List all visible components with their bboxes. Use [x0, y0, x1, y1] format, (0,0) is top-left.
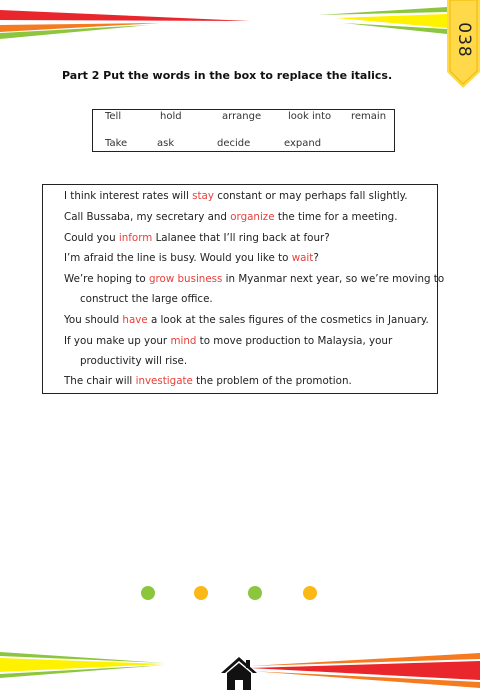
word-box [92, 109, 395, 152]
italic-term: inform [118, 232, 153, 244]
italic-term: grow business [148, 273, 223, 285]
sentence-line: construct the large office. [80, 293, 213, 305]
italic-term: stay [192, 190, 214, 202]
nav-dot-green[interactable] [248, 586, 262, 600]
word-item: expand [284, 138, 322, 149]
nav-dot-orange[interactable] [194, 586, 208, 600]
italic-term: investigate [135, 375, 193, 387]
sentence-line: We’re hoping to grow business in Myanmar next year, so we’re moving to [64, 273, 445, 285]
sentence-line: If you make up your mind to move production to Malaysia, your [64, 335, 393, 347]
italic-term: have [122, 314, 148, 326]
sentence-line: I’m afraid the line is busy. Would you like to wait? [64, 252, 319, 264]
italic-term: mind [170, 335, 197, 347]
word-item: Take [105, 138, 128, 149]
sentence-line: productivity will rise. [80, 355, 188, 367]
sentence-line: I think interest rates will stay constant or may perhaps fall slightly. [64, 190, 408, 202]
word-item: ask [157, 138, 175, 149]
home-icon[interactable] [219, 655, 259, 691]
word-item: arrange [222, 111, 262, 122]
sentence-line: You should have a look at the sales figures of the cosmetics in January. [64, 314, 429, 326]
part-title: Part 2 Put the words in the box to replace the italics. [62, 69, 393, 82]
word-item: look into [288, 111, 332, 122]
italic-term: wait [291, 252, 314, 264]
sentence-line: The chair will investigate the problem of the promotion. [64, 375, 352, 387]
sentence-line: Could you inform Lalanee that I’ll ring back at four? [64, 232, 330, 244]
nav-dot-orange[interactable] [303, 586, 317, 600]
word-item: hold [160, 111, 182, 122]
word-item: Tell [105, 111, 122, 122]
word-item: remain [351, 111, 387, 122]
sentence-box [42, 184, 445, 394]
nav-dot-green[interactable] [141, 586, 155, 600]
italic-term: organize [230, 211, 275, 223]
word-item: decide [217, 138, 251, 149]
sentence-line: Call Bussaba, my secretary and organize the time for a meeting. [64, 211, 398, 223]
